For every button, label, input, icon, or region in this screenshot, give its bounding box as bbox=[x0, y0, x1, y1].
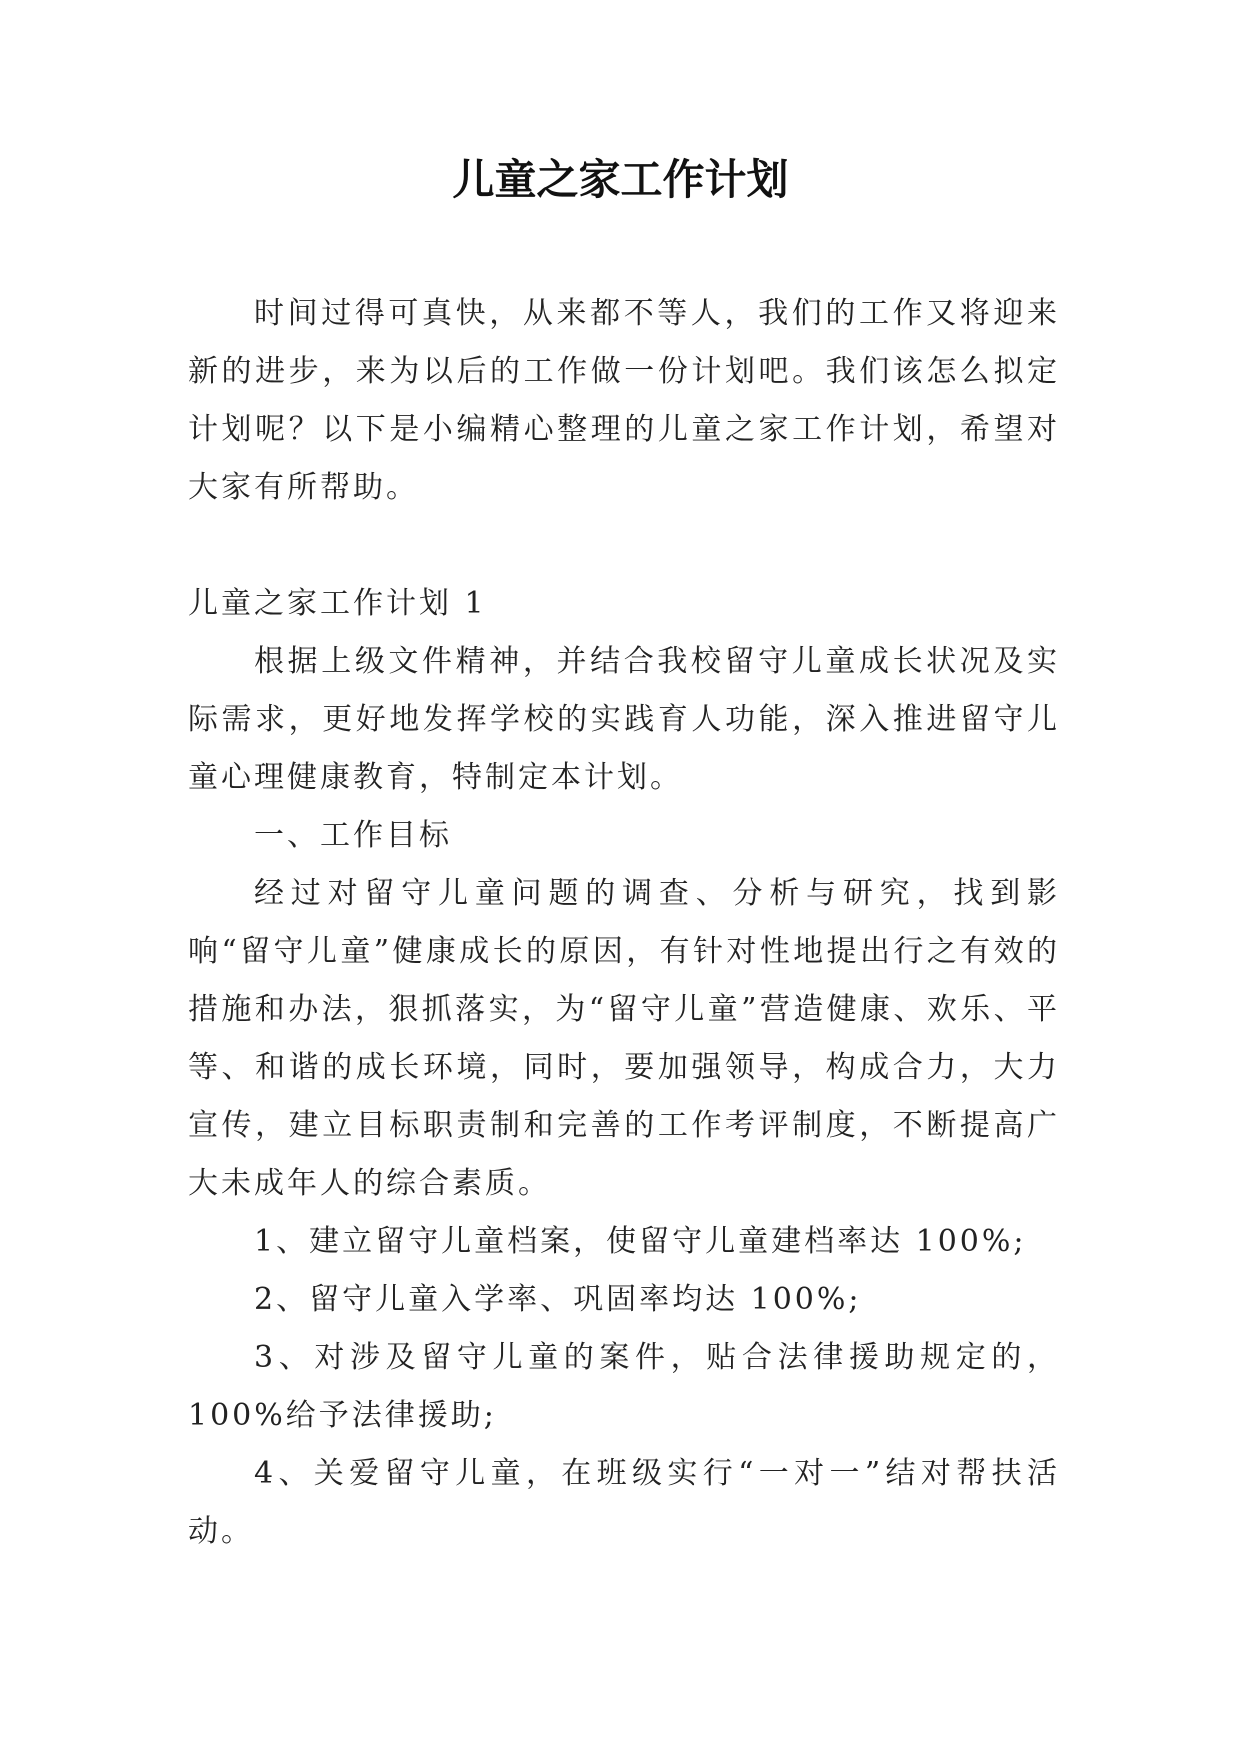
section-intro-paragraph: 根据上级文件精神，并结合我校留守儿童成长状况及实际需求，更好地发挥学校的实践育人功能，深入推进留守儿童心理健康教育，特制定本计划。 bbox=[188, 644, 1060, 795]
goal-item-3: 3、对涉及留守儿童的案件，贴合法律援助规定的，100%给予法律援助; bbox=[188, 1340, 1060, 1433]
goal-paragraph: 经过对留守儿童问题的调查、分析与研究，找到影响“留守儿童”健康成长的原因，有针对性地提出行之有效的措施和办法，狠抓落实，为“留守儿童”营造健康、欢乐、平等、和谐的成长环境，同时，要加强领导，构成合力，大力宣传，建立目标职责制和完善的工作考评制度，不断提高广大未成年人的综合素质。 bbox=[188, 876, 1060, 1201]
goal-item-4: 4、关爱留守儿童，在班级实行“一对一”结对帮扶活动。 bbox=[188, 1456, 1060, 1549]
section-title: 儿童之家工作计划 1 bbox=[188, 586, 487, 621]
goal-item-2: 2、留守儿童入学率、巩固率均达 100%; bbox=[254, 1282, 862, 1317]
document-title: 儿童之家工作计划 bbox=[452, 155, 789, 204]
intro-paragraph: 时间过得可真快，从来都不等人，我们的工作又将迎来新的进步，来为以后的工作做一份计划吧。我们该怎么拟定计划呢？以下是小编精心整理的儿童之家工作计划，希望对大家有所帮助。 bbox=[188, 296, 1060, 505]
goal-item-1: 1、建立留守儿童档案，使留守儿童建档率达 100%; bbox=[254, 1224, 1027, 1259]
document-body bbox=[188, 285, 1060, 1561]
goal-heading: 一、工作目标 bbox=[254, 818, 452, 853]
